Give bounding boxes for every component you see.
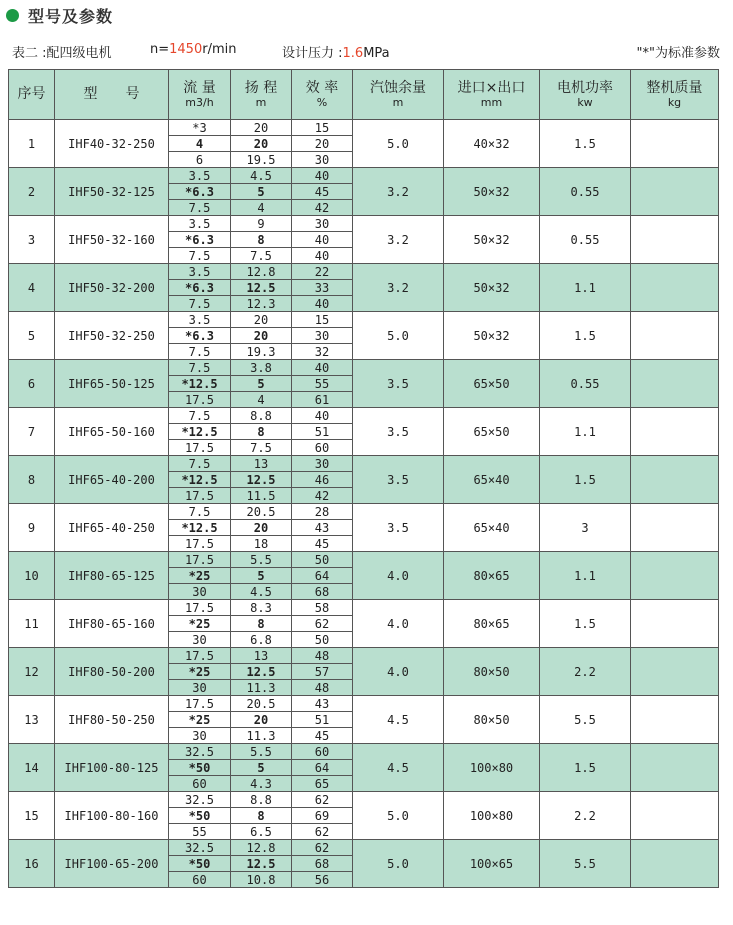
row-number: 16 (9, 840, 55, 888)
npsh-cell: 4.0 (353, 552, 444, 600)
efficiency-cell: 48 (292, 648, 353, 664)
row-number: 11 (9, 600, 55, 648)
row-number: 13 (9, 696, 55, 744)
table-row (9, 696, 719, 712)
column-unit: mm (480, 96, 503, 110)
flow-cell: 7.5 (169, 200, 231, 216)
head-cell: 8.3 (231, 600, 292, 616)
npsh-cell: 4.0 (353, 600, 444, 648)
column-unit: % (316, 96, 328, 110)
head-cell: 4.5 (231, 584, 292, 600)
efficiency-cell: 32 (292, 344, 353, 360)
head-cell: 11.5 (231, 488, 292, 504)
table-row (9, 408, 719, 424)
column-unit: kw (577, 96, 593, 110)
row-number: 6 (9, 360, 55, 408)
head-cell: 12.8 (231, 840, 292, 856)
npsh-cell: 5.0 (353, 792, 444, 840)
column-label: 进口×出口 (457, 79, 526, 96)
efficiency-cell: 50 (292, 552, 353, 568)
column-unit: m3/h (185, 96, 214, 110)
column-label: 序号 (17, 86, 46, 103)
model-cell: IHF100-80-160 (55, 792, 169, 840)
head-cell: 8.8 (231, 792, 292, 808)
head-cell: 8 (231, 616, 292, 632)
inlet-outlet-cell: 100×80 (444, 744, 540, 792)
head-cell: 8.8 (231, 408, 292, 424)
model-cell: IHF65-40-200 (55, 456, 169, 504)
head-cell: 4.3 (231, 776, 292, 792)
efficiency-cell: 62 (292, 840, 353, 856)
flow-cell: 7.5 (169, 504, 231, 520)
inlet-outlet-cell: 50×32 (444, 264, 540, 312)
efficiency-cell: 15 (292, 120, 353, 136)
npsh-cell: 3.5 (353, 456, 444, 504)
model-cell: IHF100-80-125 (55, 744, 169, 792)
flow-cell: 17.5 (169, 392, 231, 408)
head-cell: 5.5 (231, 552, 292, 568)
flow-cell: 32.5 (169, 792, 231, 808)
efficiency-cell: 51 (292, 712, 353, 728)
efficiency-cell: 45 (292, 728, 353, 744)
flow-cell: 30 (169, 680, 231, 696)
npsh-cell: 3.2 (353, 264, 444, 312)
row-number: 8 (9, 456, 55, 504)
motor-power-cell: 1.1 (540, 408, 631, 456)
weight-cell (631, 408, 719, 456)
efficiency-cell: 46 (292, 472, 353, 488)
efficiency-cell: 40 (292, 360, 353, 376)
model-cell: IHF100-65-200 (55, 840, 169, 888)
standard-note: "*"为标准参数 (636, 46, 720, 61)
flow-cell: 3.5 (169, 312, 231, 328)
head-cell: 20.5 (231, 696, 292, 712)
flow-cell: *12.5 (169, 520, 231, 536)
inlet-outlet-cell: 80×50 (444, 696, 540, 744)
inlet-outlet-cell: 80×65 (444, 552, 540, 600)
efficiency-cell: 43 (292, 696, 353, 712)
column-label: 扬 程 (244, 79, 278, 96)
efficiency-cell: 42 (292, 200, 353, 216)
head-cell: 12.5 (231, 664, 292, 680)
npsh-cell: 4.5 (353, 696, 444, 744)
column-label: 流 量 (183, 79, 216, 96)
efficiency-cell: 40 (292, 168, 353, 184)
npsh-cell: 3.5 (353, 504, 444, 552)
model-cell: IHF65-50-125 (55, 360, 169, 408)
flow-cell: 3.5 (169, 216, 231, 232)
weight-cell (631, 744, 719, 792)
flow-cell: 4 (169, 136, 231, 152)
speed-value: 1450 (169, 42, 203, 57)
table-row (9, 360, 719, 376)
efficiency-cell: 62 (292, 792, 353, 808)
motor-power-cell: 5.5 (540, 696, 631, 744)
efficiency-cell: 45 (292, 536, 353, 552)
head-cell: 13 (231, 456, 292, 472)
efficiency-cell: 62 (292, 616, 353, 632)
row-number: 10 (9, 552, 55, 600)
weight-cell (631, 456, 719, 504)
column-label: 效 率 (305, 79, 339, 96)
row-number: 9 (9, 504, 55, 552)
head-cell: 20 (231, 120, 292, 136)
flow-cell: 60 (169, 776, 231, 792)
head-cell: 19.3 (231, 344, 292, 360)
efficiency-cell: 43 (292, 520, 353, 536)
flow-cell: 17.5 (169, 648, 231, 664)
row-number: 14 (9, 744, 55, 792)
efficiency-cell: 30 (292, 328, 353, 344)
column-header (169, 70, 231, 120)
flow-cell: *6.3 (169, 280, 231, 296)
flow-cell: 30 (169, 728, 231, 744)
head-cell: 5 (231, 760, 292, 776)
flow-cell: *12.5 (169, 472, 231, 488)
model-cell: IHF65-40-250 (55, 504, 169, 552)
flow-cell: 6 (169, 152, 231, 168)
table-row (9, 216, 719, 232)
column-label: 整机质量 (646, 79, 703, 96)
head-cell: 4 (231, 200, 292, 216)
column-unit: kg (667, 96, 682, 110)
column-unit: m (255, 96, 267, 110)
motor-power-cell: 1.5 (540, 312, 631, 360)
efficiency-cell: 40 (292, 408, 353, 424)
row-number: 15 (9, 792, 55, 840)
head-cell: 13 (231, 648, 292, 664)
head-cell: 12.5 (231, 280, 292, 296)
inlet-outlet-cell: 40×32 (444, 120, 540, 168)
motor-power-cell: 1.1 (540, 552, 631, 600)
section-title: 型号及参数 (28, 6, 114, 26)
npsh-cell: 5.0 (353, 120, 444, 168)
table-label: 表二 :配四级电机 (12, 46, 112, 61)
motor-power-cell: 1.1 (540, 264, 631, 312)
table-row (9, 744, 719, 760)
model-cell: IHF50-32-250 (55, 312, 169, 360)
efficiency-cell: 20 (292, 136, 353, 152)
head-cell: 20 (231, 312, 292, 328)
bullet-dot-icon (6, 9, 19, 22)
flow-cell: 17.5 (169, 552, 231, 568)
motor-power-cell: 5.5 (540, 840, 631, 888)
table-header (9, 70, 719, 120)
weight-cell (631, 216, 719, 264)
head-cell: 5 (231, 184, 292, 200)
inlet-outlet-cell: 65×40 (444, 504, 540, 552)
weight-cell (631, 792, 719, 840)
flow-cell: 7.5 (169, 248, 231, 264)
flow-cell: *12.5 (169, 376, 231, 392)
efficiency-cell: 68 (292, 584, 353, 600)
flow-cell: 7.5 (169, 360, 231, 376)
inlet-outlet-cell: 80×65 (444, 600, 540, 648)
pressure-label: 设计压力 : (282, 46, 343, 61)
flow-cell: 17.5 (169, 488, 231, 504)
head-cell: 6.5 (231, 824, 292, 840)
motor-power-cell: 3 (540, 504, 631, 552)
flow-cell: 3.5 (169, 168, 231, 184)
efficiency-cell: 60 (292, 744, 353, 760)
head-cell: 12.5 (231, 472, 292, 488)
efficiency-cell: 51 (292, 424, 353, 440)
head-cell: 6.8 (231, 632, 292, 648)
pressure-value: 1.6 (342, 46, 364, 61)
head-cell: 11.3 (231, 680, 292, 696)
efficiency-cell: 42 (292, 488, 353, 504)
head-cell: 5 (231, 568, 292, 584)
motor-power-cell: 0.55 (540, 360, 631, 408)
table-row (9, 168, 719, 184)
efficiency-cell: 48 (292, 680, 353, 696)
inlet-outlet-cell: 65×50 (444, 408, 540, 456)
inlet-outlet-cell: 100×65 (444, 840, 540, 888)
head-cell: 20 (231, 136, 292, 152)
column-header (292, 70, 353, 120)
efficiency-cell: 40 (292, 296, 353, 312)
row-number: 3 (9, 216, 55, 264)
flow-cell: *25 (169, 712, 231, 728)
weight-cell (631, 696, 719, 744)
head-cell: 9 (231, 216, 292, 232)
pressure-unit: MPa (363, 46, 390, 61)
flow-cell: 3.5 (169, 264, 231, 280)
head-cell: 11.3 (231, 728, 292, 744)
flow-cell: 17.5 (169, 696, 231, 712)
npsh-cell: 5.0 (353, 840, 444, 888)
flow-cell: *12.5 (169, 424, 231, 440)
column-header (631, 70, 719, 120)
model-cell: IHF40-32-250 (55, 120, 169, 168)
head-cell: 20 (231, 328, 292, 344)
efficiency-cell: 62 (292, 824, 353, 840)
head-cell: 20.5 (231, 504, 292, 520)
weight-cell (631, 360, 719, 408)
inlet-outlet-cell: 65×40 (444, 456, 540, 504)
model-cell: IHF80-65-160 (55, 600, 169, 648)
row-number: 1 (9, 120, 55, 168)
inlet-outlet-cell: 65×50 (444, 360, 540, 408)
table-row (9, 840, 719, 856)
row-number: 7 (9, 408, 55, 456)
head-cell: 20 (231, 520, 292, 536)
npsh-cell: 3.2 (353, 168, 444, 216)
table-row (9, 600, 719, 616)
flow-cell: *6.3 (169, 184, 231, 200)
table-body (9, 120, 719, 888)
inlet-outlet-cell: 100×80 (444, 792, 540, 840)
npsh-cell: 4.5 (353, 744, 444, 792)
column-unit: m (392, 96, 404, 110)
column-header (353, 70, 444, 120)
speed-unit: r/min (202, 42, 237, 57)
npsh-cell: 5.0 (353, 312, 444, 360)
motor-power-cell: 1.5 (540, 744, 631, 792)
flow-cell: 7.5 (169, 408, 231, 424)
weight-cell (631, 120, 719, 168)
efficiency-cell: 57 (292, 664, 353, 680)
weight-cell (631, 504, 719, 552)
column-header (55, 70, 169, 120)
efficiency-cell: 40 (292, 248, 353, 264)
efficiency-cell: 15 (292, 312, 353, 328)
section-header (6, 3, 113, 27)
table-row (9, 792, 719, 808)
column-label: 汽蚀余量 (370, 79, 426, 96)
efficiency-cell: 28 (292, 504, 353, 520)
model-cell: IHF80-50-200 (55, 648, 169, 696)
flow-cell: 7.5 (169, 296, 231, 312)
model-cell: IHF50-32-160 (55, 216, 169, 264)
column-header (231, 70, 292, 120)
motor-speed (150, 42, 236, 57)
efficiency-cell: 40 (292, 232, 353, 248)
row-number: 5 (9, 312, 55, 360)
row-number: 12 (9, 648, 55, 696)
motor-power-cell: 0.55 (540, 168, 631, 216)
head-cell: 7.5 (231, 248, 292, 264)
weight-cell (631, 552, 719, 600)
efficiency-cell: 69 (292, 808, 353, 824)
head-cell: 5.5 (231, 744, 292, 760)
motor-power-cell: 1.5 (540, 600, 631, 648)
model-cell: IHF50-32-200 (55, 264, 169, 312)
head-cell: 10.8 (231, 872, 292, 888)
weight-cell (631, 168, 719, 216)
efficiency-cell: 30 (292, 456, 353, 472)
table-row (9, 264, 719, 280)
efficiency-cell: 64 (292, 568, 353, 584)
head-cell: 7.5 (231, 440, 292, 456)
flow-cell: 32.5 (169, 840, 231, 856)
inlet-outlet-cell: 50×32 (444, 168, 540, 216)
model-cell: IHF65-50-160 (55, 408, 169, 456)
npsh-cell: 3.2 (353, 216, 444, 264)
flow-cell: *6.3 (169, 232, 231, 248)
efficiency-cell: 33 (292, 280, 353, 296)
motor-power-cell: 0.55 (540, 216, 631, 264)
table-row (9, 312, 719, 328)
model-cell: IHF80-65-125 (55, 552, 169, 600)
head-cell: 4 (231, 392, 292, 408)
efficiency-cell: 65 (292, 776, 353, 792)
table-row (9, 648, 719, 664)
head-cell: 19.5 (231, 152, 292, 168)
table-row (9, 120, 719, 136)
flow-cell: 30 (169, 584, 231, 600)
motor-power-cell: 2.2 (540, 792, 631, 840)
flow-cell: 17.5 (169, 536, 231, 552)
flow-cell: 17.5 (169, 600, 231, 616)
flow-cell: 60 (169, 872, 231, 888)
efficiency-cell: 61 (292, 392, 353, 408)
flow-cell: 32.5 (169, 744, 231, 760)
efficiency-cell: 30 (292, 152, 353, 168)
flow-cell: *3 (169, 120, 231, 136)
head-cell: 8 (231, 232, 292, 248)
efficiency-cell: 30 (292, 216, 353, 232)
efficiency-cell: 60 (292, 440, 353, 456)
weight-cell (631, 264, 719, 312)
efficiency-cell: 68 (292, 856, 353, 872)
row-number: 4 (9, 264, 55, 312)
efficiency-cell: 58 (292, 600, 353, 616)
flow-cell: *50 (169, 760, 231, 776)
table-row (9, 504, 719, 520)
design-pressure (282, 42, 390, 61)
model-cell: IHF50-32-125 (55, 168, 169, 216)
head-cell: 8 (231, 808, 292, 824)
inlet-outlet-cell: 50×32 (444, 216, 540, 264)
flow-cell: *50 (169, 808, 231, 824)
motor-power-cell: 1.5 (540, 456, 631, 504)
spec-table (8, 69, 719, 888)
efficiency-cell: 50 (292, 632, 353, 648)
weight-cell (631, 840, 719, 888)
inlet-outlet-cell: 80×50 (444, 648, 540, 696)
efficiency-cell: 22 (292, 264, 353, 280)
motor-power-cell: 1.5 (540, 120, 631, 168)
flow-cell: 7.5 (169, 344, 231, 360)
npsh-cell: 3.5 (353, 408, 444, 456)
head-cell: 12.3 (231, 296, 292, 312)
efficiency-cell: 45 (292, 184, 353, 200)
flow-cell: *25 (169, 616, 231, 632)
table-row (9, 552, 719, 568)
column-label: 型 号 (83, 86, 140, 103)
table-row (9, 456, 719, 472)
npsh-cell: 3.5 (353, 360, 444, 408)
head-cell: 5 (231, 376, 292, 392)
flow-cell: 7.5 (169, 456, 231, 472)
head-cell: 18 (231, 536, 292, 552)
head-cell: 8 (231, 424, 292, 440)
column-label: 电机功率 (557, 79, 613, 96)
column-header (444, 70, 540, 120)
weight-cell (631, 600, 719, 648)
flow-cell: 30 (169, 632, 231, 648)
speed-prefix: n= (150, 42, 170, 57)
head-cell: 12.8 (231, 264, 292, 280)
flow-cell: *25 (169, 568, 231, 584)
flow-cell: *50 (169, 856, 231, 872)
column-header (9, 70, 55, 120)
table-subtitle (12, 42, 720, 60)
row-number: 2 (9, 168, 55, 216)
weight-cell (631, 312, 719, 360)
inlet-outlet-cell: 50×32 (444, 312, 540, 360)
efficiency-cell: 56 (292, 872, 353, 888)
column-header (540, 70, 631, 120)
head-cell: 4.5 (231, 168, 292, 184)
efficiency-cell: 64 (292, 760, 353, 776)
head-cell: 12.5 (231, 856, 292, 872)
motor-power-cell: 2.2 (540, 648, 631, 696)
weight-cell (631, 648, 719, 696)
flow-cell: 17.5 (169, 440, 231, 456)
head-cell: 20 (231, 712, 292, 728)
flow-cell: *6.3 (169, 328, 231, 344)
efficiency-cell: 55 (292, 376, 353, 392)
flow-cell: 55 (169, 824, 231, 840)
model-cell: IHF80-50-250 (55, 696, 169, 744)
header-row (9, 70, 719, 120)
head-cell: 3.8 (231, 360, 292, 376)
npsh-cell: 4.0 (353, 648, 444, 696)
flow-cell: *25 (169, 664, 231, 680)
